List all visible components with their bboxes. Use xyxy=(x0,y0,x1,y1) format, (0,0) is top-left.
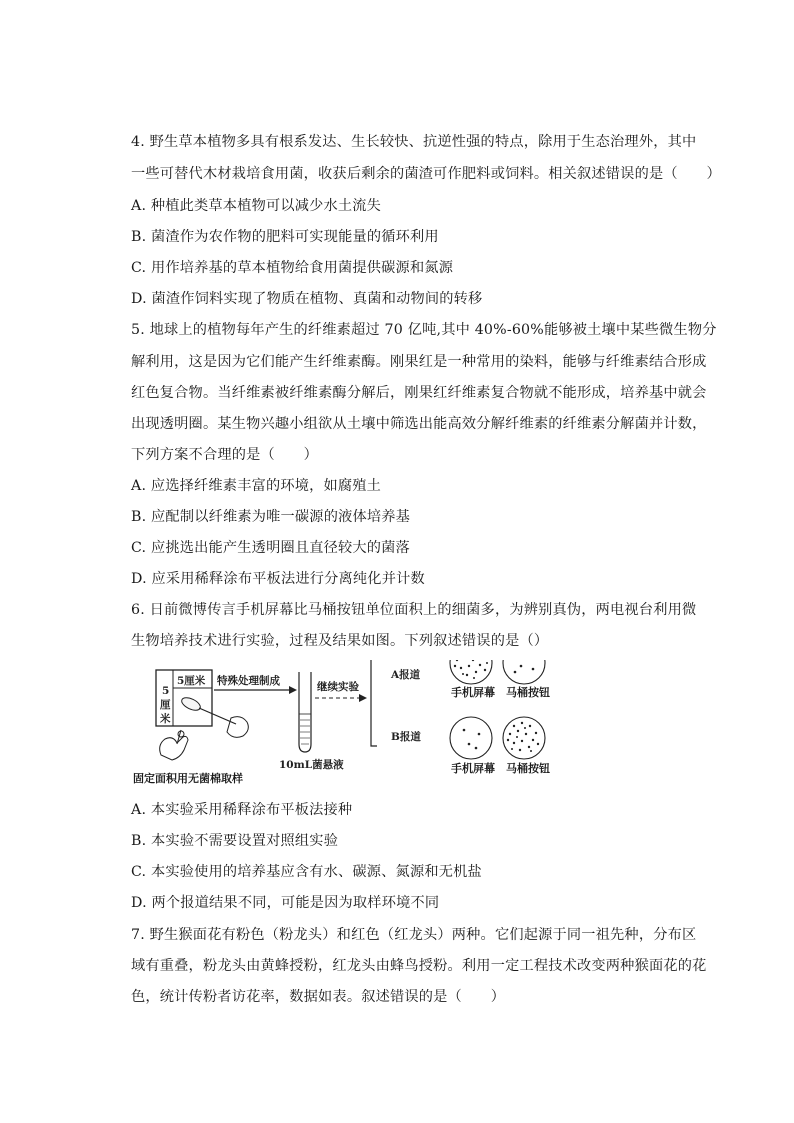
arrow-1-head xyxy=(289,686,297,694)
q4-option-a: A. 种植此类草本植物可以减少水土流失 xyxy=(131,198,382,214)
q4-option-d: D. 菌渣作饲料实现了物质在植物、真菌和动物间的转移 xyxy=(131,291,483,307)
swab-label: 固定面积用无菌棉取样 xyxy=(133,772,243,785)
q5-option-c: C. 应挑选出能产生透明圈且直径较大的菌落 xyxy=(131,540,410,556)
q6-stem-line-2: 生物培养技术进行实验，过程及结果如图。下列叙述错误的是（） xyxy=(131,633,549,649)
report-a-label: A报道 xyxy=(391,669,421,681)
q5-stem-line-1: 5. 地球上的植物每年产生的纤维素超过 70 亿吨,其中 40%-60%能够被土壤中某些微生物分 xyxy=(131,322,717,338)
q4-option-b: B. 菌渣作为农作物的肥料可实现能量的循环利用 xyxy=(131,229,439,245)
q5-stem-line-3: 红色复合物。当纤维素被纤维素酶分解后，刚果红纤维素复合物就不能形成，培养基中就会 xyxy=(131,385,707,401)
plate-a-phone-label: 手机屏幕 xyxy=(451,686,495,699)
arrow-2-head xyxy=(359,694,367,702)
q6-option-d: D. 两个报道结果不同，可能是因为取样环境不同 xyxy=(131,895,440,911)
plate-b-toilet xyxy=(503,717,545,759)
q6-option-c: C. 本实验使用的培养基应含有水、碳源、氮源和无机盐 xyxy=(131,864,482,880)
results-bracket xyxy=(371,660,377,746)
plate-a-toilet xyxy=(503,660,545,684)
size-top-label: 5厘米 xyxy=(177,675,206,687)
q6-option-b: B. 本实验不需要设置对照组实验 xyxy=(131,833,339,849)
size-left-label-1: 5 xyxy=(162,685,170,697)
q6-option-a: A. 本实验采用稀释涂布平板法接种 xyxy=(131,802,353,818)
report-b-label: B报道 xyxy=(391,731,421,743)
q4-stem-line-1: 4. 野生草本植物多具有根系发达、生长较快、抗逆性强的特点，除用于生态治理外，其中 xyxy=(131,134,697,150)
q5-option-d: D. 应采用稀释涂布平板法进行分离纯化并计数 xyxy=(131,571,425,587)
q4-option-c: C. 用作培养基的草本植物给食用菌提供碳源和氮源 xyxy=(131,260,454,276)
q5-stem-line-2: 解利用，这是因为它们能产生纤维素酶。刚果红是一种常用的染料，能够与纤维素结合形成 xyxy=(131,354,707,370)
plate-b-toilet-label: 马桶按钮 xyxy=(506,762,550,775)
q5-stem-line-4: 出现透明圈。某生物兴趣小组欲从土壤中筛选出能高效分解纤维素的纤维素分解菌并计数， xyxy=(131,416,707,432)
q7-stem-line-3: 色，统计传粉者访花率，数据如表。叙述错误的是（ ） xyxy=(131,989,506,1005)
plate-a-toilet-label: 马桶按钮 xyxy=(506,686,550,699)
plate-b-phone-label: 手机屏幕 xyxy=(451,762,495,775)
tube-label: 10mL菌悬液 xyxy=(279,759,344,771)
test-tube-icon xyxy=(299,672,311,752)
swab-bulb-left xyxy=(178,731,184,737)
hand-left-icon xyxy=(160,736,188,760)
q7-stem-line-2: 域有重叠，粉龙头由黄蜂授粉，红龙头由蜂鸟授粉。利用一定工程技术改变两种猴面花的花 xyxy=(131,958,707,974)
tube-liquid-lines xyxy=(300,720,310,744)
q5-stem-line-5: 下列方案不合理的是（ ） xyxy=(131,447,319,463)
q5-option-a: A. 应选择纤维素丰富的环境，如腐殖土 xyxy=(131,478,382,494)
size-left-label-3: 米 xyxy=(160,713,171,725)
q4-stem-line-2: 一些可替代木材栽培食用菌，收获后剩余的菌渣可作肥料或饲料。相关叙述错误的是（ ） xyxy=(131,166,721,182)
plate-a-phone xyxy=(450,660,492,684)
arrow-2-label: 继续实验 xyxy=(317,681,359,693)
q7-stem-line-1: 7. 野生猴面花有粉色（粉龙头）和红色（红龙头）两种。它们起源于同一祖先种，分布区 xyxy=(131,927,697,943)
arrow-1-label: 特殊处理制成 xyxy=(217,675,280,687)
plate-b-phone xyxy=(450,717,492,759)
hand-right-icon xyxy=(227,717,248,738)
swab-tip-icon xyxy=(180,695,202,713)
q6-stem-line-1: 6. 日前微博传言手机屏幕比马桶按钮单位面积上的细菌多，为辨别真伪，两电视台利用微 xyxy=(131,602,697,618)
size-left-label-2: 厘 xyxy=(160,699,171,711)
q5-option-b: B. 应配制以纤维素为唯一碳源的液体培养基 xyxy=(131,509,411,525)
